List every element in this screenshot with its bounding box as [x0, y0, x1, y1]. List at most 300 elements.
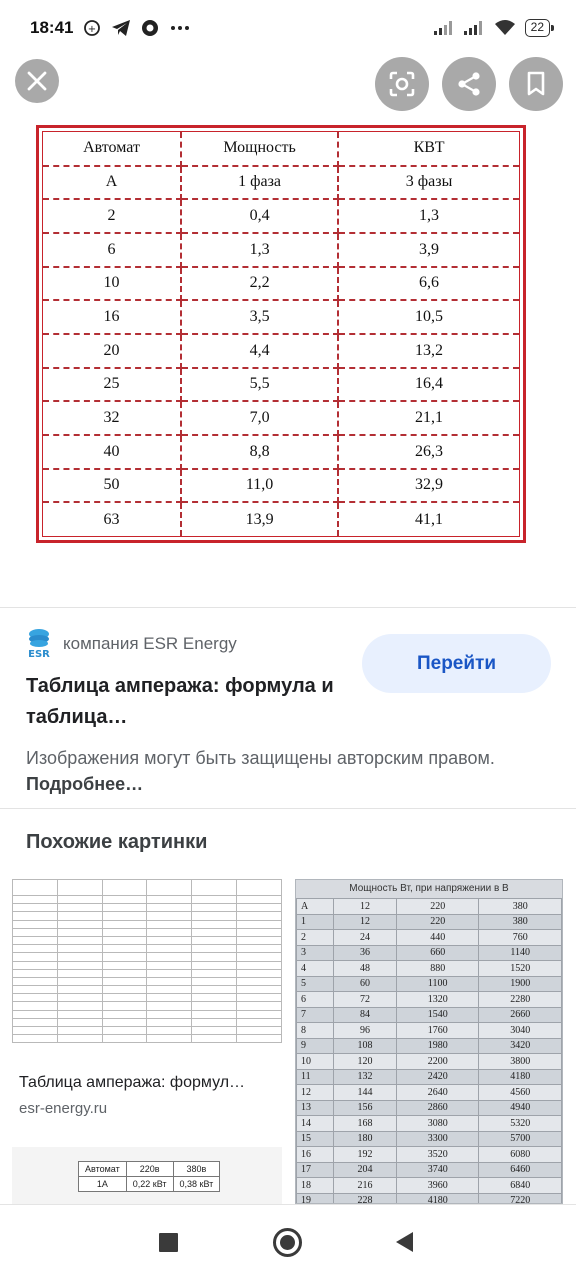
table-cell — [57, 953, 102, 961]
table-cell — [102, 1010, 147, 1018]
close-icon — [26, 70, 48, 92]
power-table — [43, 132, 519, 536]
table-cell: 2,2 — [181, 267, 338, 301]
share-icon — [456, 71, 482, 97]
table-row — [297, 1100, 562, 1116]
table-row — [297, 899, 562, 915]
table-row — [13, 928, 282, 936]
table-cell: 3,9 — [338, 233, 519, 267]
table-cell — [192, 1035, 237, 1043]
more-icon — [169, 19, 191, 37]
table-cell: 1,3 — [181, 233, 338, 267]
table-row — [43, 469, 519, 503]
home-icon[interactable] — [273, 1228, 302, 1257]
thumb2-table — [296, 898, 562, 1204]
table-cell — [192, 896, 237, 904]
table-cell: 380 — [479, 914, 562, 930]
table-cell: 3300 — [396, 1131, 479, 1147]
table-cell: Автомат — [43, 132, 181, 166]
table-cell — [147, 1002, 192, 1010]
table-row — [13, 953, 282, 961]
status-left-icons — [83, 19, 191, 37]
table-cell: 3 фазы — [338, 166, 519, 200]
table-cell — [57, 912, 102, 920]
thumb3-table — [78, 1161, 220, 1192]
table-row — [297, 1085, 562, 1101]
table-cell — [147, 986, 192, 994]
table-row — [79, 1162, 220, 1177]
table-cell: 120 — [334, 1054, 397, 1070]
table-cell: 180 — [334, 1131, 397, 1147]
table-cell — [237, 896, 282, 904]
table-cell: 144 — [334, 1085, 397, 1101]
table-cell: 15 — [297, 1131, 334, 1147]
table-row — [297, 1038, 562, 1054]
table-row — [297, 961, 562, 977]
table-cell — [102, 1018, 147, 1026]
similar-thumbnail-3[interactable] — [12, 1147, 282, 1204]
table-cell: 25 — [43, 368, 181, 402]
table-row — [13, 896, 282, 904]
table-cell — [57, 961, 102, 969]
recents-icon[interactable] — [159, 1233, 178, 1252]
table-cell: 3960 — [396, 1178, 479, 1194]
copyright-notice — [26, 745, 556, 797]
table-cell — [147, 1027, 192, 1035]
table-row — [13, 1027, 282, 1035]
table-cell: 760 — [479, 930, 562, 946]
table-cell: 5,5 — [181, 368, 338, 402]
status-time: 18:41 — [30, 18, 74, 37]
table-cell: 12 — [334, 899, 397, 915]
table-row — [13, 880, 282, 896]
back-icon[interactable] — [396, 1232, 413, 1252]
table-cell: 5320 — [479, 1116, 562, 1132]
table-cell: 12 — [334, 914, 397, 930]
table-cell — [13, 896, 58, 904]
table-cell: 1А — [79, 1177, 127, 1192]
table-cell — [147, 912, 192, 920]
battery-icon: 22 — [525, 19, 550, 37]
table-row — [297, 1023, 562, 1039]
table-row — [13, 936, 282, 944]
table-cell: 8,8 — [181, 435, 338, 469]
table-cell: 1900 — [479, 976, 562, 992]
table-cell — [57, 986, 102, 994]
table-row — [297, 1007, 562, 1023]
table-row — [297, 1147, 562, 1163]
telegram-icon — [111, 19, 131, 37]
table-cell — [237, 1010, 282, 1018]
table-cell — [237, 912, 282, 920]
table-row — [297, 914, 562, 930]
table-cell: 12 — [297, 1085, 334, 1101]
esr-logo-text: ESR — [28, 649, 50, 659]
table-row — [43, 300, 519, 334]
table-row — [43, 502, 519, 536]
more-link[interactable]: Подробнее… — [26, 774, 144, 794]
table-cell — [13, 1035, 58, 1043]
table-cell: 5700 — [479, 1131, 562, 1147]
table-row — [43, 166, 519, 200]
table-row — [297, 1131, 562, 1147]
table-cell — [13, 920, 58, 928]
table-cell: Автомат — [79, 1162, 127, 1177]
table-row — [13, 961, 282, 969]
table-row — [13, 920, 282, 928]
table-cell: 10 — [43, 267, 181, 301]
table-row — [79, 1177, 220, 1192]
table-cell: 660 — [396, 945, 479, 961]
table-cell: 0,38 кВт — [173, 1177, 220, 1192]
table-cell — [192, 961, 237, 969]
table-cell — [192, 880, 237, 896]
table-cell — [147, 969, 192, 977]
table-cell — [192, 920, 237, 928]
table-cell: 18 — [297, 1178, 334, 1194]
table-cell: 1140 — [479, 945, 562, 961]
table-cell: 6460 — [479, 1162, 562, 1178]
table-cell — [57, 969, 102, 977]
table-cell: 2 — [43, 199, 181, 233]
table-row — [297, 1069, 562, 1085]
table-cell: 60 — [334, 976, 397, 992]
table-row — [297, 1116, 562, 1132]
table-cell: 1520 — [479, 961, 562, 977]
table-cell: 108 — [334, 1038, 397, 1054]
table-cell: 6 — [43, 233, 181, 267]
status-bar — [0, 0, 576, 56]
bookmark-button[interactable] — [509, 57, 563, 111]
table-cell — [147, 1018, 192, 1026]
table-cell: 220в — [126, 1162, 173, 1177]
bookmark-icon — [525, 71, 547, 97]
table-cell — [237, 904, 282, 912]
table-cell: 11 — [297, 1069, 334, 1085]
table-cell: 0,4 — [181, 199, 338, 233]
table-row — [297, 945, 562, 961]
table-cell: 5 — [297, 976, 334, 992]
table-cell — [13, 1010, 58, 1018]
table-row — [297, 1054, 562, 1070]
table-cell: 36 — [334, 945, 397, 961]
table-cell — [102, 1027, 147, 1035]
table-cell — [102, 880, 147, 896]
table-cell: 9 — [297, 1038, 334, 1054]
table-cell: 3080 — [396, 1116, 479, 1132]
table-cell — [57, 945, 102, 953]
table-cell — [237, 945, 282, 953]
table-cell — [192, 1018, 237, 1026]
similar-item-title[interactable]: Таблица ампеража: формул… — [19, 1074, 246, 1091]
table-cell — [192, 912, 237, 920]
table-row — [13, 912, 282, 920]
table-cell: А — [43, 166, 181, 200]
table-cell — [102, 1002, 147, 1010]
table-row — [13, 986, 282, 994]
table-cell: Мощность — [181, 132, 338, 166]
table-cell: 14 — [297, 1116, 334, 1132]
similar-heading: Похожие картинки — [26, 831, 208, 853]
table-cell — [57, 880, 102, 896]
table-row — [13, 1035, 282, 1043]
table-cell — [102, 1035, 147, 1043]
table-cell: 4 — [297, 961, 334, 977]
table-row — [13, 1018, 282, 1026]
table-cell: КВТ — [338, 132, 519, 166]
table-cell — [147, 1035, 192, 1043]
table-cell: 880 — [396, 961, 479, 977]
table-cell: 220 — [396, 914, 479, 930]
table-cell — [102, 953, 147, 961]
table-cell — [57, 928, 102, 936]
table-cell: 63 — [43, 502, 181, 536]
table-cell: 24 — [334, 930, 397, 946]
table-cell: 0,22 кВт — [126, 1177, 173, 1192]
table-cell — [102, 986, 147, 994]
table-cell — [57, 904, 102, 912]
table-cell: 380в — [173, 1162, 220, 1177]
table-cell — [147, 945, 192, 953]
table-cell — [13, 986, 58, 994]
table-cell — [192, 945, 237, 953]
table-cell: 6 — [297, 992, 334, 1008]
table-row — [13, 904, 282, 912]
table-cell — [57, 1010, 102, 1018]
table-cell — [13, 977, 58, 985]
table-cell: 17 — [297, 1162, 334, 1178]
table-cell: 3520 — [396, 1147, 479, 1163]
table-cell — [237, 961, 282, 969]
table-cell: 440 — [396, 930, 479, 946]
table-cell: 1980 — [396, 1038, 479, 1054]
similar-thumbnail-1[interactable] — [12, 879, 282, 1065]
table-cell: 7220 — [479, 1193, 562, 1204]
table-cell — [237, 953, 282, 961]
table-cell — [13, 994, 58, 1002]
table-cell — [13, 880, 58, 896]
table-cell — [57, 920, 102, 928]
table-cell: 1320 — [396, 992, 479, 1008]
table-cell — [237, 977, 282, 985]
table-cell: 32 — [43, 401, 181, 435]
table-cell: 10,5 — [338, 300, 519, 334]
table-cell — [237, 1002, 282, 1010]
table-cell — [192, 986, 237, 994]
table-cell: 21,1 — [338, 401, 519, 435]
table-cell — [237, 994, 282, 1002]
table-cell: 40 — [43, 435, 181, 469]
table-cell — [192, 994, 237, 1002]
table-row — [43, 132, 519, 166]
table-cell: 16 — [43, 300, 181, 334]
thumb1-table — [12, 879, 282, 1043]
table-cell: 48 — [334, 961, 397, 977]
table-cell: 2200 — [396, 1054, 479, 1070]
table-cell: 6,6 — [338, 267, 519, 301]
table-cell — [57, 936, 102, 944]
table-cell — [102, 936, 147, 944]
table-cell — [57, 994, 102, 1002]
table-cell: 1,3 — [338, 199, 519, 233]
divider — [0, 607, 576, 608]
table-cell — [57, 1035, 102, 1043]
table-cell: 7 — [297, 1007, 334, 1023]
table-cell — [192, 1010, 237, 1018]
result-title[interactable]: Таблица ампеража: формула и таблица… — [26, 675, 334, 728]
table-cell — [147, 994, 192, 1002]
navigation-bar — [0, 1204, 576, 1280]
table-row — [43, 435, 519, 469]
table-cell: 2640 — [396, 1085, 479, 1101]
table-cell: 220 — [396, 899, 479, 915]
table-cell: 1 — [297, 914, 334, 930]
table-row — [13, 969, 282, 977]
table-cell: 13,9 — [181, 502, 338, 536]
table-cell: 13 — [297, 1100, 334, 1116]
table-cell: 1760 — [396, 1023, 479, 1039]
table-cell: 3 — [297, 945, 334, 961]
table-cell — [147, 896, 192, 904]
table-cell: 228 — [334, 1193, 397, 1204]
similar-thumbnail-2[interactable] — [295, 879, 563, 1204]
table-cell: 6080 — [479, 1147, 562, 1163]
table-cell — [147, 880, 192, 896]
table-cell — [102, 994, 147, 1002]
table-cell: 4940 — [479, 1100, 562, 1116]
lens-button[interactable] — [375, 57, 429, 111]
table-cell: 41,1 — [338, 502, 519, 536]
table-cell — [147, 977, 192, 985]
table-cell: 16 — [297, 1147, 334, 1163]
table-cell: 3800 — [479, 1054, 562, 1070]
table-cell — [13, 961, 58, 969]
table-cell — [13, 969, 58, 977]
share-button[interactable] — [442, 57, 496, 111]
table-cell — [147, 961, 192, 969]
close-button[interactable] — [15, 59, 59, 103]
table-row — [43, 334, 519, 368]
table-cell: 2280 — [479, 992, 562, 1008]
table-cell — [57, 1002, 102, 1010]
table-cell: 380 — [479, 899, 562, 915]
similar-item-site[interactable]: esr-energy.ru — [19, 1100, 108, 1117]
table-row — [13, 1002, 282, 1010]
table-cell: 26,3 — [338, 435, 519, 469]
table-cell: 20 — [43, 334, 181, 368]
table-cell — [102, 928, 147, 936]
table-cell — [192, 953, 237, 961]
table-cell — [192, 969, 237, 977]
table-row — [297, 1162, 562, 1178]
table-cell: 168 — [334, 1116, 397, 1132]
table-cell: 2660 — [479, 1007, 562, 1023]
table-cell: 84 — [334, 1007, 397, 1023]
table-cell: 32,9 — [338, 469, 519, 503]
table-cell — [57, 1027, 102, 1035]
table-cell: 10 — [297, 1054, 334, 1070]
table-cell — [13, 1018, 58, 1026]
table-cell — [13, 904, 58, 912]
table-cell — [102, 945, 147, 953]
table-cell: 216 — [334, 1178, 397, 1194]
table-cell: 2420 — [396, 1069, 479, 1085]
table-cell: 7,0 — [181, 401, 338, 435]
table-row — [43, 199, 519, 233]
table-cell — [237, 920, 282, 928]
table-cell: 1 фаза — [181, 166, 338, 200]
table-cell: 192 — [334, 1147, 397, 1163]
table-cell: 3740 — [396, 1162, 479, 1178]
table-cell — [102, 912, 147, 920]
table-cell — [102, 920, 147, 928]
table-cell — [102, 961, 147, 969]
table-row — [13, 994, 282, 1002]
table-cell — [237, 1035, 282, 1043]
table-row — [297, 1193, 562, 1204]
table-cell: 13,2 — [338, 334, 519, 368]
wifi-icon — [493, 19, 517, 37]
esr-logo-icon — [25, 627, 53, 659]
table-cell: A — [297, 899, 334, 915]
table-cell: 3,5 — [181, 300, 338, 334]
table-cell: 4560 — [479, 1085, 562, 1101]
table-cell: 4180 — [396, 1193, 479, 1204]
source-name[interactable]: компания ESR Energy — [63, 634, 237, 653]
table-row — [13, 977, 282, 985]
table-row — [297, 930, 562, 946]
table-cell — [13, 912, 58, 920]
chrome-icon — [141, 19, 159, 37]
table-cell — [57, 977, 102, 985]
signal-icon — [433, 20, 455, 36]
table-cell — [192, 977, 237, 985]
table-row — [43, 233, 519, 267]
table-row — [297, 976, 562, 992]
table-cell — [13, 953, 58, 961]
table-row — [43, 401, 519, 435]
table-cell — [237, 936, 282, 944]
table-cell: 6840 — [479, 1178, 562, 1194]
main-image[interactable] — [36, 125, 526, 543]
table-cell — [192, 936, 237, 944]
table-cell: 3040 — [479, 1023, 562, 1039]
goto-button[interactable]: Перейти — [362, 634, 551, 693]
table-cell: 8 — [297, 1023, 334, 1039]
table-cell: 2 — [297, 930, 334, 946]
table-cell: 1100 — [396, 976, 479, 992]
table-cell — [13, 945, 58, 953]
table-row — [13, 1010, 282, 1018]
thumb2-header: Мощность Вт, при напряжении в В — [296, 880, 562, 898]
table-cell: 72 — [334, 992, 397, 1008]
table-cell — [237, 880, 282, 896]
status-right-icons — [433, 19, 550, 37]
table-cell — [147, 1010, 192, 1018]
table-cell — [57, 896, 102, 904]
table-cell: 156 — [334, 1100, 397, 1116]
table-cell: 3420 — [479, 1038, 562, 1054]
table-cell — [237, 986, 282, 994]
table-cell — [102, 904, 147, 912]
table-cell: 204 — [334, 1162, 397, 1178]
table-cell — [237, 928, 282, 936]
table-cell — [147, 904, 192, 912]
table-cell: 2860 — [396, 1100, 479, 1116]
table-row — [297, 1178, 562, 1194]
table-cell — [237, 1018, 282, 1026]
signal-icon-2 — [463, 20, 485, 36]
